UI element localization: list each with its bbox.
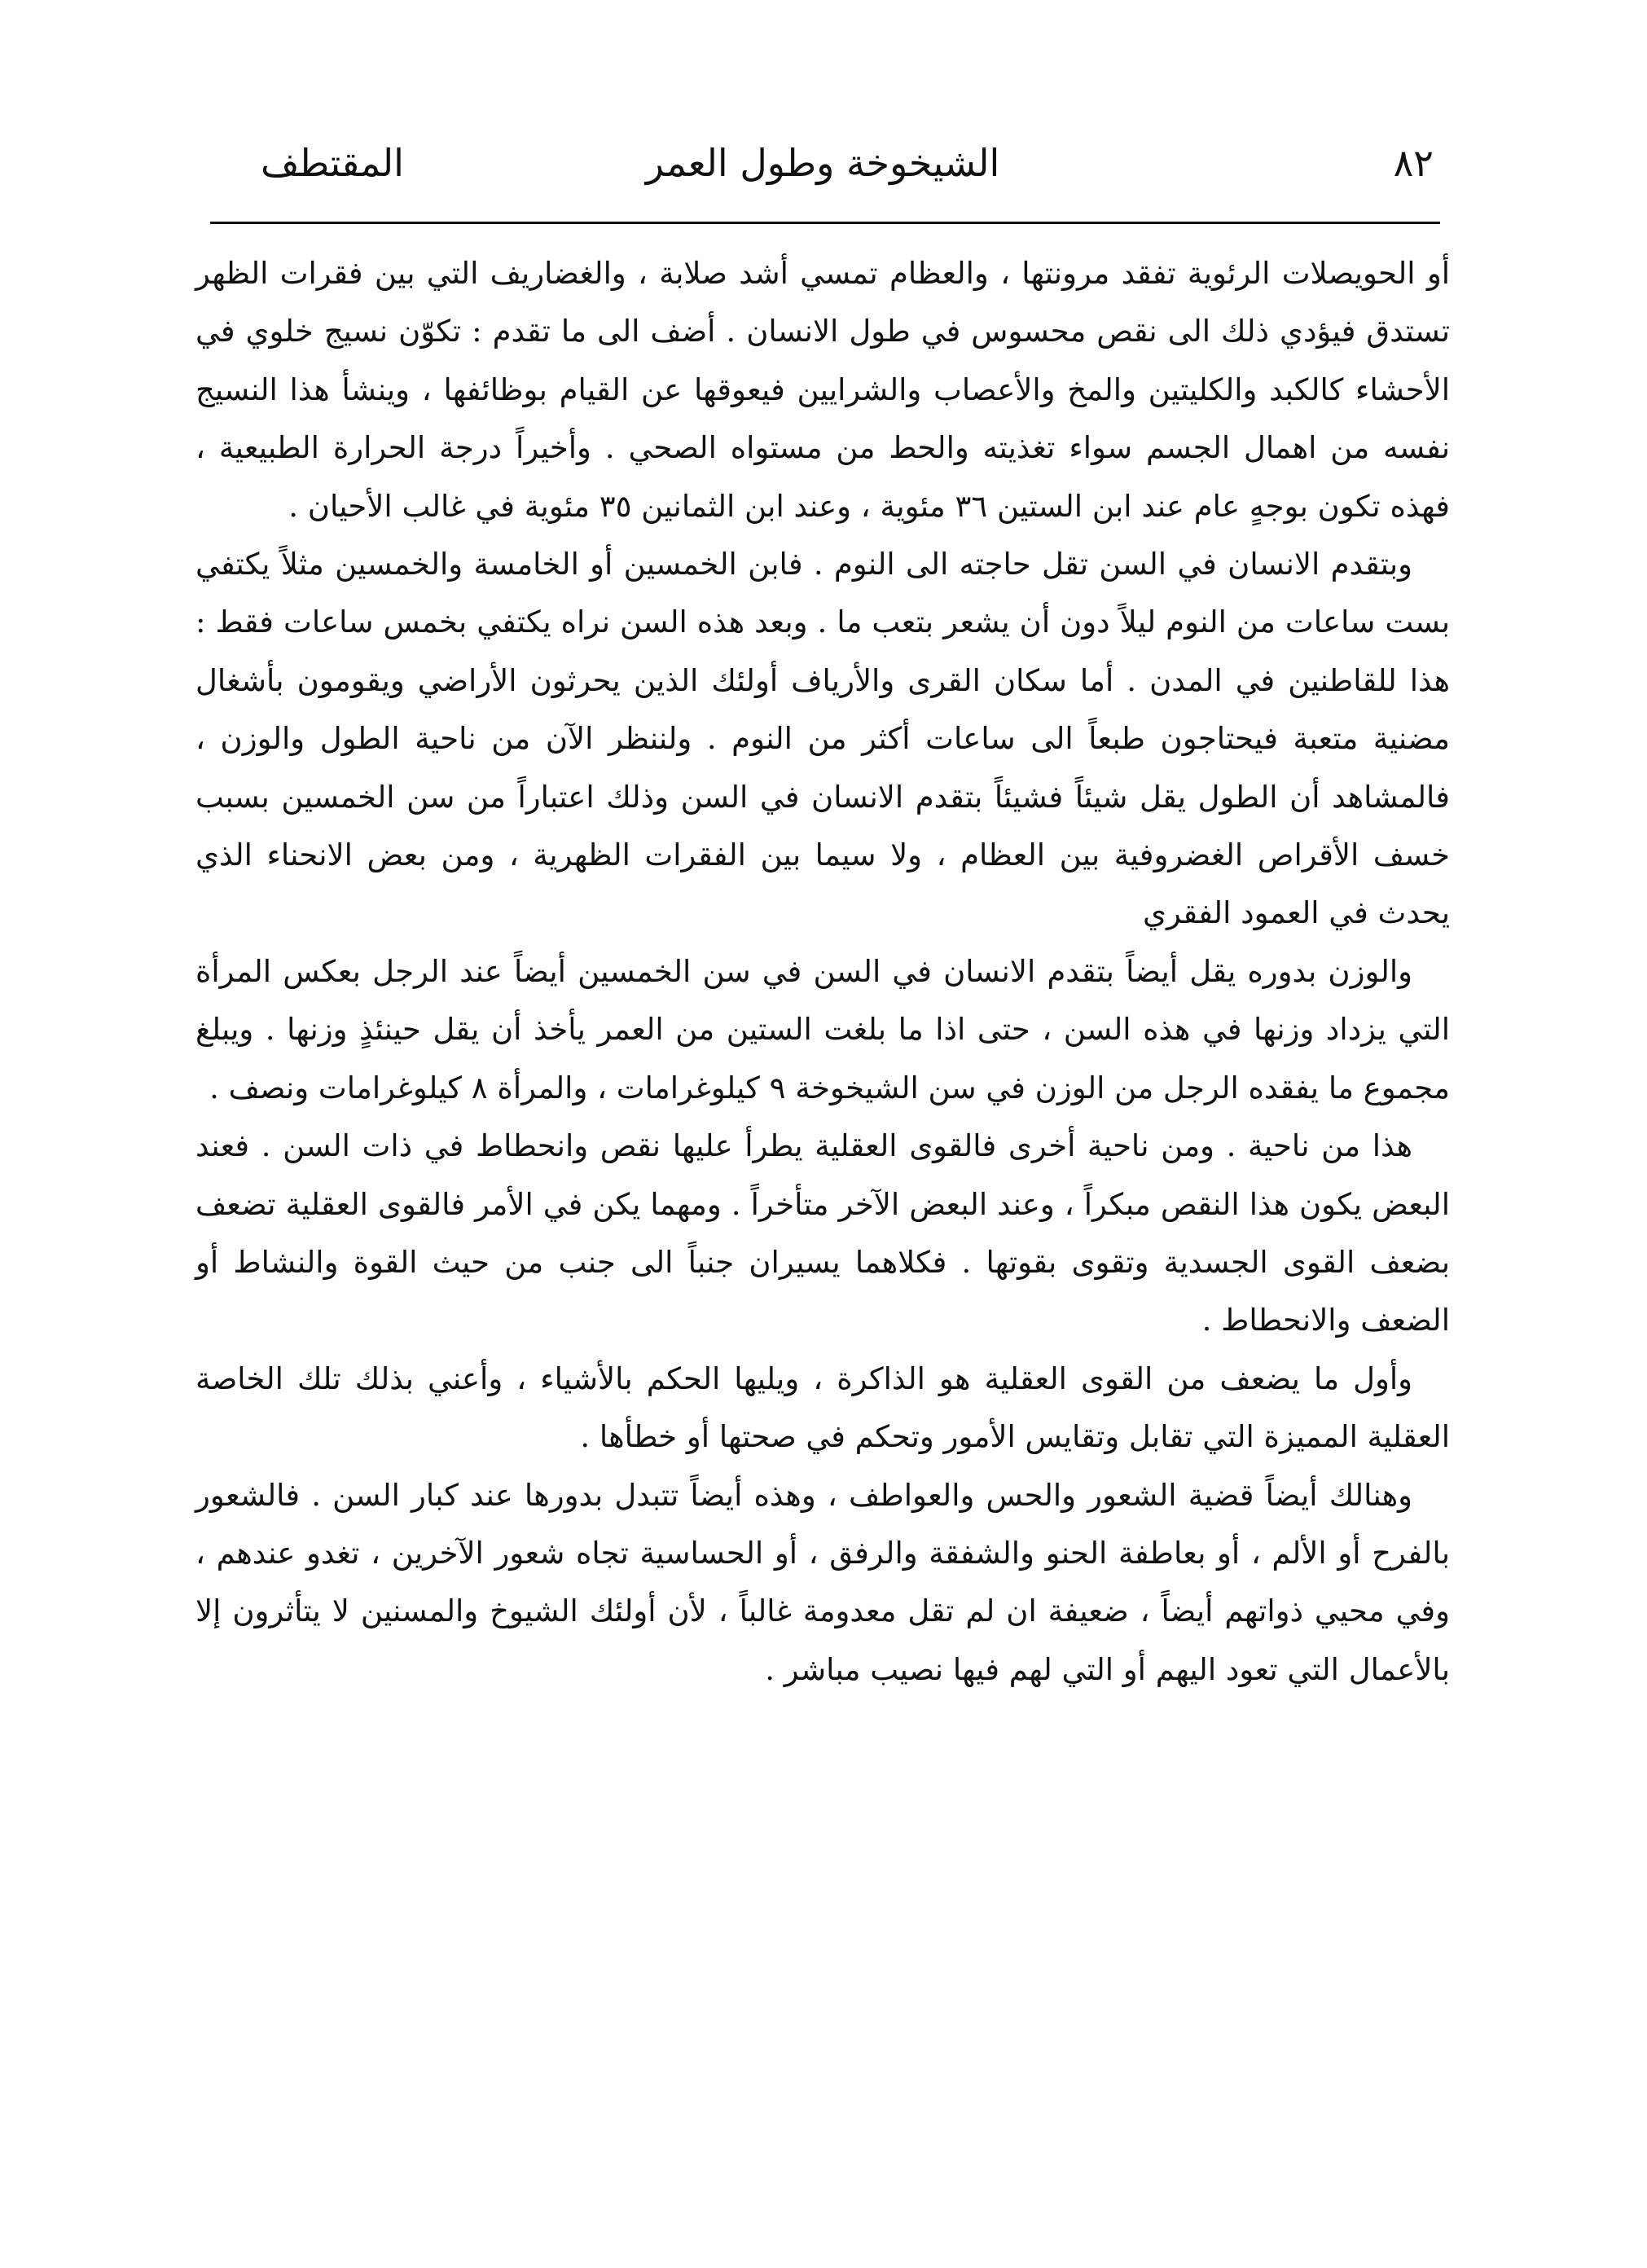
page-header [212,130,1434,196]
page-number: ٨٢ [1393,141,1434,185]
paragraph: وأول ما يضعف من القوى العقلية هو الذاكرة ، ويليها الحكم بالأشياء ، وأعني بذلك تلك الخاصة العقلية المميزة التي تقابل وتقايس الأمور وتحكم في صحتها أو خطأها . [195,1360,1450,1455]
paragraph: أو الحويصلات الرئوية تفقد مرونتها ، والعظام تمسي أشد صلابة ، والغضاريف التي بين فقرات الظهر تستدق فيؤدي ذلك الى نقص محسوس في طول الانسان . أضف الى ما تقدم : تكوّن نسيج خلوي في الأحشاء كالكبد والكليتين والمخ والأعصاب والشرايين فيعوقها عن القيام بوظائفها ، وينشأ هذا النسيج نفسه من اهمال الجسم سواء تغذيته والحط من مستواه الصحي . وأخيراً درجة الحرارة الطبيعية ، فهذه تكون بوجهٍ عام عند ابن الستين ٣٦ مئوية ، وعند ابن الثمانين ٣٥ مئوية في غالب الأحيان . [195,256,1450,524]
paragraph: والوزن بدوره يقل أيضاً بتقدم الانسان في السن في سن الخمسين أيضاً عند الرجل بعكس المرأة التي يزداد وزنها في هذه السن ، حتى اذا ما بلغت الستين من العمر يأخذ أن يقل حينئذٍ وزنها . ويبلغ مجموع ما يفقده الرجل من الوزن في سن الشيخوخة ٩ كيلوغرامات ، والمرأة ٨ كيلوغرامات ونصف . [195,953,1450,1105]
paragraph: وبتقدم الانسان في السن تقل حاجته الى النوم . فابن الخمسين أو الخامسة والخمسين مثلاً يكتفي بست ساعات من النوم ليلاً دون أن يشعر بتعب ما . وبعد هذه السن نراه يكتفي بخمس ساعات فقط : هذا للقاطنين في المدن . أما سكان القرى والأرياف أولئك الذين يحرثون الأراضي ويقومون بأشغال مضنية متعبة فيحتاجون طبعاً الى ساعات أكثر من النوم . ولننظر الآن من ناحية الطول والوزن ، فالمشاهد أن الطول يقل شيئاً فشيئاً بتقدم الانسان في السن وذلك اعتباراً من سن الخمسين بسبب خسف الأقراص الغضروفية بين العظام ، ولا سيما بين الفقرات الظهرية ، ومن بعض الانحناء الذي يحدث في العمود الفقري [195,547,1450,931]
running-title: الشيخوخة وطول العمر [645,141,1000,185]
paragraph: وهنالك أيضاً قضية الشعور والحس والعواطف ، وهذه أيضاً تتبدل بدورها عند كبار السن . فالشعور بالفرح أو الألم ، أو بعاطفة الحنو والشفقة والرفق ، أو الحساسية تجاه شعور الآخرين ، تغدو عندهم ، وفي محيي ذواتهم أيضاً ، ضعيفة ان لم تقل معدومة غالباً ، لأن أولئك الشيوخ والمسنين لا يتأثرون إلا بالأعمال التي تعود اليهم أو التي لهم فيها نصيب مباشر . [195,1477,1450,1687]
paragraph: هذا من ناحية . ومن ناحية أخرى فالقوى العقلية يطرأ عليها نقص وانحطاط في ذات السن . فعند البعض يكون هذا النقص مبكراً ، وعند البعض الآخر متأخراً . ومهما يكن في الأمر فالقوى العقلية تضعف بضعف القوى الجسدية وتقوى بقوتها . فكلاهما يسيران جنباً الى جنب من حيث القوة والنشاط أو الضعف والانحطاط . [195,1128,1450,1338]
journal-name: المقتطف [261,141,404,185]
header-rule [210,222,1440,224]
article-body [195,244,1450,2200]
